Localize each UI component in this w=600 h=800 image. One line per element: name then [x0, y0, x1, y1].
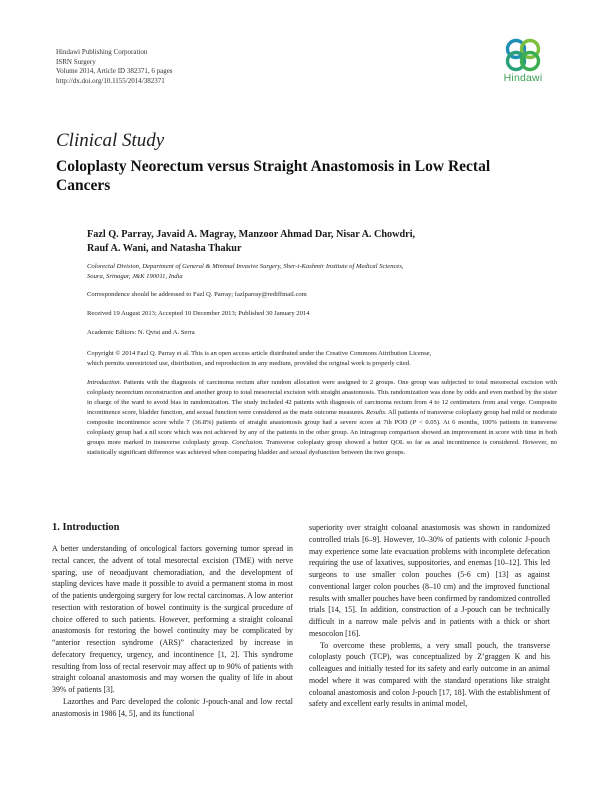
dates: Received 19 August 2013; Accepted 10 December 2013; Published 30 January 2014: [87, 310, 310, 317]
authors-line-2: Rauf A. Wani, and Natasha Thakur: [87, 243, 242, 254]
journal-name: ISRN Surgery: [56, 57, 96, 66]
abstract-results-text-2: < 0.05). At 6 months, 100% patients in transverse coloplasty group had a nil score which was not achieved by any of the patients in the other group. An intragroup comparison showed an improvement in score with time in both groups more marked in transverse coloplasty group.: [87, 419, 557, 446]
copyright-line-1: Copyright © 2014 Fazl Q. Parray et al. This is an open access article distributed under the Creative Commons Attribution License,: [87, 350, 432, 357]
abstract-p-symbol: P: [412, 419, 417, 426]
publisher-name: Hindawi Publishing Corporation: [56, 48, 148, 56]
hindawi-logo-icon: [503, 36, 543, 74]
abstract: [87, 378, 557, 458]
copyright-line-2: which permits unrestricted use, distribution, and reproduction in any medium, provided the original work is properly cited.: [87, 360, 411, 367]
abstract-results-label: Results.: [364, 409, 387, 416]
body-paragraph: Lazorthes and Parc developed the colonic J-pouch-anal and low rectal anastomosis in 1986 [4, 5], and its functional: [52, 696, 293, 718]
publication-info: [56, 48, 173, 86]
affiliation-line-1: Colorectal Division, Department of General & Minimal Invasive Surgery, Sher-i-Kashmir Institute of Medical Sciences,: [87, 263, 404, 270]
body-paragraph: A better understanding of oncological factors governing tumor spread in rectal cancer, the advent of total mesorectal excision (TME) with nerve sparing, use of neoadjuvant chemoradiation, and the development of stapling devices have made it possible to avoid a permanent stoma in most of the patients undergoing surgery for low rectal carcinomas. A low anterior resection with restoration of bowel continuity is the surgical procedure of choice offered to such patients. However, performing a straight coloanal anastomosis for restoring the bowel continuity may be complicated by “anterior resection syndrome (ARS)” characterized by increase in defecatory frequency, urgency, and incontinence [1, 2]. This syndrome resulting from loss of rectal reservoir may affect up to 90% of patients with straight coloanal anastomosis and may worsen the quality of life in about 39% of patients [3].: [52, 544, 293, 694]
affiliation-line-2: Soura, Srinagar, J&K 190011, India: [87, 273, 183, 280]
copyright: [87, 349, 557, 369]
authors-line-1: Fazl Q. Parray, Javaid A. Magray, Manzoor Ahmad Dar, Nisar A. Chowdri,: [87, 229, 416, 240]
author-list: [87, 228, 557, 256]
abstract-intro-text: Patients with the diagnosis of carcinoma rectum after random allocation were assigned to 2 groups. One group was subjected to total mesorectal excision with coloplasty neorectum reconstruction and another group to total mesorectal excision with straight anastomosis. This randomization was done by odds and even method by the sister in charge of the ward to avoid bias in randomization. The study included 42 patients with diagnosis of carcinoma rectum from 4 to 12 centimeters from anal verge. Composite incontinence score, bladder function, and sexual function were considered as the main outcome measures.: [87, 379, 557, 416]
hindawi-logo-text: Hindawi: [503, 72, 543, 84]
body-paragraph: superiority over straight coloanal anastomosis was shown in randomized controlled trials [6–9]. However, 10–30% of patients with colonic J-pouch may experience some late evacuation problems with incomplete defecation requiring the use of laxatives, suppositories, and enemas [10–12]. This led surgeons to use smaller colon pouches (5-6 cm) [13] as against conventional larger colon pouches (8–10 cm) and the improved functional results with smaller pouches have been confirmed by randomized controlled trials [14, 15]. In addition, construction of a J-pouch can be technically difficult in a narrow male pelvis and in patients with a thick or short mesocolon [16].: [309, 523, 550, 638]
hindawi-logo: [498, 36, 548, 84]
doi-link[interactable]: http://dx.doi.org/10.1155/2014/382371: [56, 76, 165, 85]
volume-info: Volume 2014, Article ID 382371, 6 pages: [56, 67, 173, 76]
section-heading-introduction: 1. Introduction: [52, 522, 120, 533]
article-type: Clinical Study: [56, 130, 165, 151]
article-title: Coloplasty Neorectum versus Straight Anastomosis in Low Rectal Cancers: [56, 158, 491, 194]
body-column-right: [309, 522, 550, 710]
correspondence: Correspondence should be addressed to Fazl Q. Parray; fazlparray@rediffmail.com: [87, 291, 307, 298]
body-column-left: [52, 522, 293, 719]
abstract-intro-label: Introduction.: [87, 379, 122, 386]
abstract-conclusion-text: Transverse coloplasty group showed a better QOL so far as anal incontinence is considered. However, no statistically significant difference was achieved when comparing bladder and sexual dysfunction between the two groups.: [87, 439, 557, 456]
academic-editors: Academic Editors: N. Qvist and A. Serra: [87, 329, 195, 336]
body-paragraph: To overcome these problems, a very small pouch, the transverse coloplasty pouch (TCP), was conceptualized by Z’graggen K and his colleagues and initially tested for its safety and early outcome in an animal model where it was compared with the standard operations like straight coloanal anastomosis and colon J-pouch [17, 18]. With the establishment of safety and excellent early results in animal model,: [309, 640, 550, 709]
abstract-conclusion-label: Conclusion.: [229, 439, 264, 446]
abstract-results-text: All patients of transverse coloplasty group had mild or moderate composite incontinence score while 7 (36.8%) patients of straight anastomosis group had a severe score at 7th POD (: [87, 409, 557, 426]
affiliation: [87, 262, 557, 282]
